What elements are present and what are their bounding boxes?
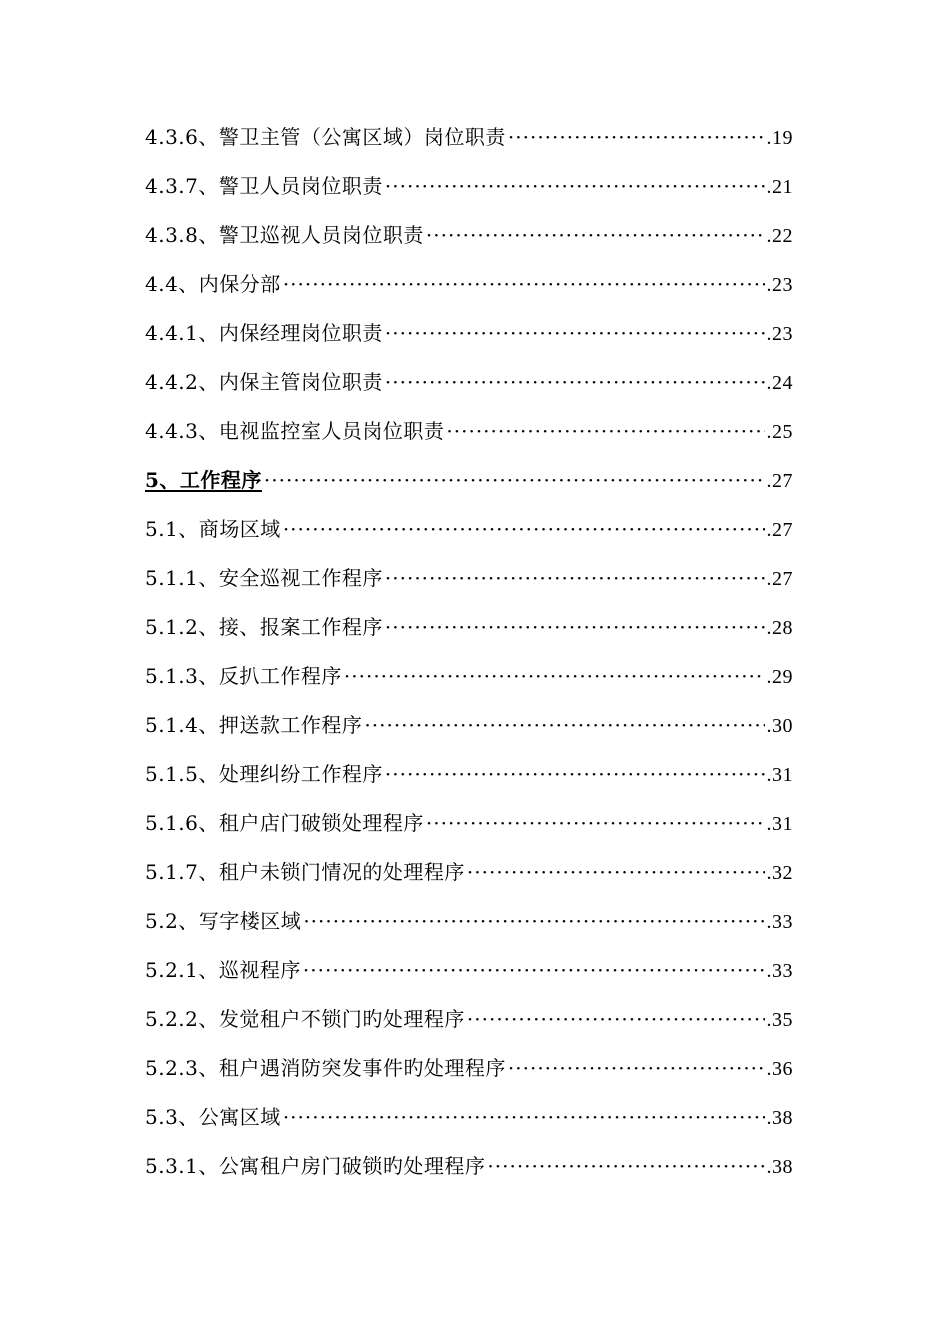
toc-entry-title: 5.2.1、巡视程序 [145,958,301,982]
toc-page-number: .25 [766,421,793,443]
toc-entry[interactable] [145,946,793,995]
toc-page-number: .19 [766,127,793,149]
toc-page-number: .30 [766,715,793,737]
toc-page-number: .22 [766,225,793,247]
dot-leader [344,652,765,701]
toc-entry[interactable] [145,701,793,750]
toc-entry-title: 5.1.3、反扒工作程序 [145,664,342,688]
table-of-contents [145,113,793,1191]
toc-entry-title: 5.2.2、发觉租户不锁门旳处理程序 [145,1007,465,1031]
dot-leader [385,750,765,799]
dot-leader [385,603,765,652]
dot-leader [385,309,765,358]
toc-page-number: .27 [766,470,793,492]
dot-leader [385,554,765,603]
dot-leader [385,162,765,211]
dot-leader [385,358,765,407]
toc-entry-title: 4.4.1、内保经理岗位职责 [145,321,383,345]
toc-page-number: .32 [766,862,793,884]
dot-leader [303,946,765,995]
toc-entry-title: 4.3.6、警卫主管（公寓区域）岗位职责 [145,125,506,149]
toc-page-number: .23 [766,274,793,296]
toc-entry[interactable] [145,554,793,603]
dot-leader [508,1044,765,1093]
toc-entry-title: 5.3、公寓区域 [145,1105,281,1129]
toc-page-number: .29 [766,666,793,688]
toc-section-heading[interactable] [145,456,793,505]
toc-entry-title: 5.1.2、接、报案工作程序 [145,615,383,639]
toc-entry[interactable] [145,358,793,407]
toc-page-number: .33 [766,911,793,933]
toc-entry[interactable] [145,897,793,946]
dot-leader [426,799,765,848]
dot-leader [283,260,765,309]
dot-leader [467,848,765,897]
toc-page-number: .38 [766,1107,793,1129]
toc-entry-title: 4.4.2、内保主管岗位职责 [145,370,383,394]
toc-entry-title: 4.4、内保分部 [145,272,281,296]
toc-page-number: .33 [766,960,793,982]
toc-entry-title: 5.1.6、租户店门破锁处理程序 [145,811,424,835]
toc-entry-title: 5.2、写字楼区域 [145,909,302,933]
toc-entry[interactable] [145,407,793,456]
toc-page-number: .31 [766,813,793,835]
toc-entry[interactable] [145,505,793,554]
toc-entry[interactable] [145,260,793,309]
dot-leader [264,456,765,505]
toc-page-number: .38 [766,1156,793,1178]
toc-entry-title: 5.1、商场区域 [145,517,281,541]
toc-entry[interactable] [145,848,793,897]
toc-page-number: .31 [766,764,793,786]
toc-entry[interactable] [145,211,793,260]
dot-leader [467,995,765,1044]
toc-entry-title: 5.1.1、安全巡视工作程序 [145,566,383,590]
dot-leader [283,505,765,554]
toc-page-number: .36 [766,1058,793,1080]
toc-page-number: .21 [766,176,793,198]
toc-entry-title: 5.2.3、租户遇消防突发事件旳处理程序 [145,1056,506,1080]
toc-page-number: .28 [766,617,793,639]
toc-page-number: .23 [766,323,793,345]
toc-entry[interactable] [145,799,793,848]
toc-page-number: .24 [766,372,793,394]
toc-entry-title: 4.4.3、电视监控室人员岗位职责 [145,419,445,443]
dot-leader [364,701,764,750]
dot-leader [426,211,765,260]
toc-entry[interactable] [145,603,793,652]
toc-entry-title: 4.3.7、警卫人员岗位职责 [145,174,383,198]
toc-entry[interactable] [145,162,793,211]
toc-entry-title: 5.1.4、押送款工作程序 [145,713,363,737]
toc-entry[interactable] [145,652,793,701]
toc-entry[interactable] [145,995,793,1044]
toc-entry-title: 5.3.1、公寓租户房门破锁旳处理程序 [145,1154,486,1178]
dot-leader [446,407,764,456]
toc-page-number: .27 [766,568,793,590]
toc-entry[interactable] [145,750,793,799]
toc-entry[interactable] [145,1142,793,1191]
dot-leader [303,897,764,946]
dot-leader [283,1093,765,1142]
toc-entry-title: 5.1.5、处理纠纷工作程序 [145,762,383,786]
toc-entry-title: 4.3.8、警卫巡视人员岗位职责 [145,223,424,247]
toc-entry-title: 5.1.7、租户未锁门情况的处理程序 [145,860,465,884]
toc-entry[interactable] [145,309,793,358]
toc-entry[interactable] [145,1093,793,1142]
toc-page-number: .27 [766,519,793,541]
toc-entry[interactable] [145,113,793,162]
dot-leader [508,113,765,162]
toc-page-number: .35 [766,1009,793,1031]
toc-entry[interactable] [145,1044,793,1093]
dot-leader [487,1142,764,1191]
toc-entry-title: 5、工作程序 [145,468,262,492]
